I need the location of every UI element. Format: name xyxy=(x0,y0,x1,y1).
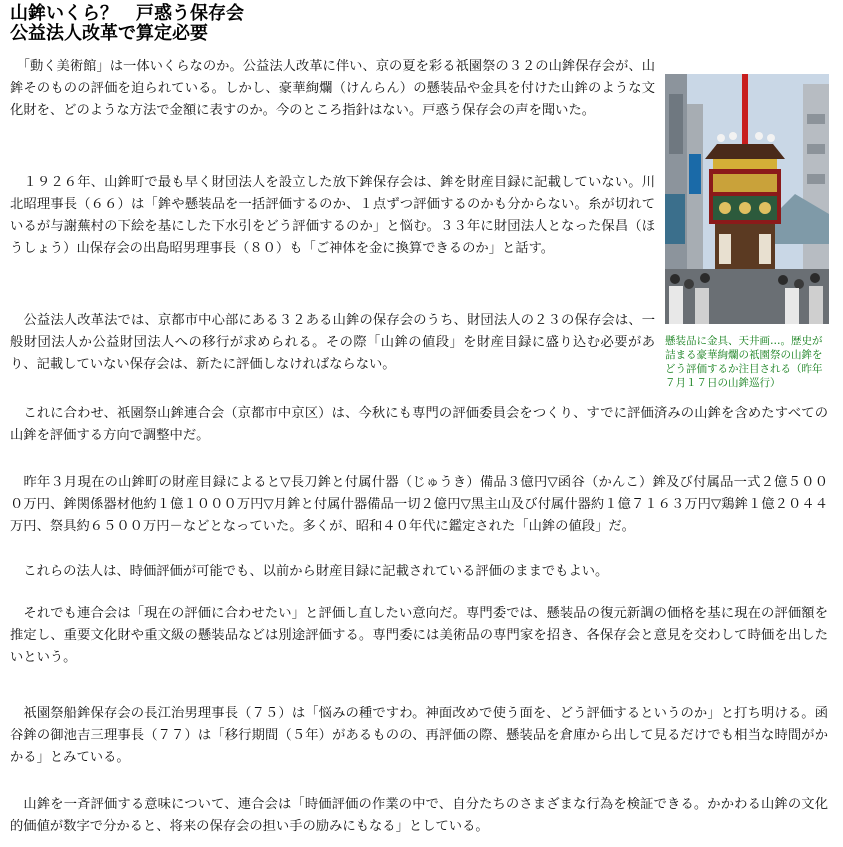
paragraph-4: これに合わせ、祇園祭山鉾連合会（京都市中京区）は、今秋にも専門の評価委員会をつくり、すでに評価済みの山鉾を含めたすべての山鉾を評価する方向で調整中だ。 xyxy=(10,406,828,443)
photo-figure xyxy=(665,74,829,390)
paragraph-2: １９２６年、山鉾町で最も早く財団法人を設立した放下鉾保存会は、鉾を財産目録に記載していない。川北昭理事長（６６）は「鉾や懸装品を一括評価するのか、１点ずつ評価するのかも分からない。糸が切れているが与謝蕪村の下絵を基にした下水引をどう評価するのか」と悩む。３３年に財団法人となった保昌（ほうしょう）山保存会の出島昭男理事長（８０）も「ご神体を金に換算できるのか」と話す。 xyxy=(10,175,655,256)
paragraph-1: 「動く美術館」は一体いくらなのか。公益法人改革に伴い、京の夏を彩る祇園祭の３２の山鉾保存会が、山鉾そのものの評価を迫られている。しかし、豪華絢爛（けんらん）の懸装品や金具を付けた山鉾のような文化財を、どのような方法で金額に表すのか。今のところ指針はない。戸惑う保存会の声を聞いた。 xyxy=(10,59,655,118)
headline-line-2: 公益法人改革で算定必要 xyxy=(10,23,208,44)
paragraph-5: 昨年３月現在の山鉾町の財産目録によると▽長刀鉾と付属什器（じゅうき）備品３億円▽函谷（かんこ）鉾及び付属品一式２億５０００万円、鉾関係器材他約１億１０００万円▽月鉾と付属什器備品一切２億円▽黒主山及び付属什器約１億７１６３万円▽鶏鉾１億２０４４万円、祭具約６５００万円－などとなっていた。多くが、昭和４０年代に鑑定された「山鉾の値段」だ。 xyxy=(10,475,828,534)
paragraph-7: それでも連合会は「現在の評価に合わせたい」と評価し直したい意向だ。専門委では、懸装品の復元新調の価格を基に現在の評価額を推定し、重要文化財や重文級の懸装品などは別途評価する。専門委には美術品の専門家を招き、各保存会と意見を交わして時価を出したいという。 xyxy=(10,606,828,665)
photo-caption: 懸装品に金具、天井画…。歴史が詰まる豪華絢爛の祇園祭の山鉾をどう評価するか注目される（昨年７月１７日の山鉾巡行） xyxy=(665,335,823,389)
gion-festival-float-photo xyxy=(665,74,829,324)
article-headline xyxy=(10,4,244,44)
paragraph-8: 祇園祭船鉾保存会の長江治男理事長（７５）は「悩みの種ですわ。神面改めで使う面を、どう評価するというのか」と打ち明ける。函谷鉾の御池吉三理事長（７７）は「移行期間（５年）があるものの、再評価の際、懸装品を倉庫から出して見るだけでも相当な時間がかかる」とみている。 xyxy=(10,706,828,765)
paragraph-9: 山鉾を一斉評価する意味について、連合会は「時価評価の作業の中で、自分たちのさまざまな行為を検証できる。かかわる山鉾の文化的価値が数字で分かると、将来の保存会の担い手の励みにもなる」としている。 xyxy=(10,797,828,834)
paragraph-6: これらの法人は、時価評価が可能でも、以前から財産目録に記載されている評価のままでもよい。 xyxy=(10,564,609,579)
paragraph-3: 公益法人改革法では、京都市中心部にある３２ある山鉾の保存会のうち、財団法人の２３の保存会は、一般財団法人か公益財団法人への移行が求められる。その際「山鉾の値段」を財産目録に盛り込む必要があり、記載していない保存会は、新たに評価しなければならない。 xyxy=(10,313,655,372)
headline-line-1: 山鉾いくら？ 戸惑う保存会 xyxy=(10,3,244,24)
